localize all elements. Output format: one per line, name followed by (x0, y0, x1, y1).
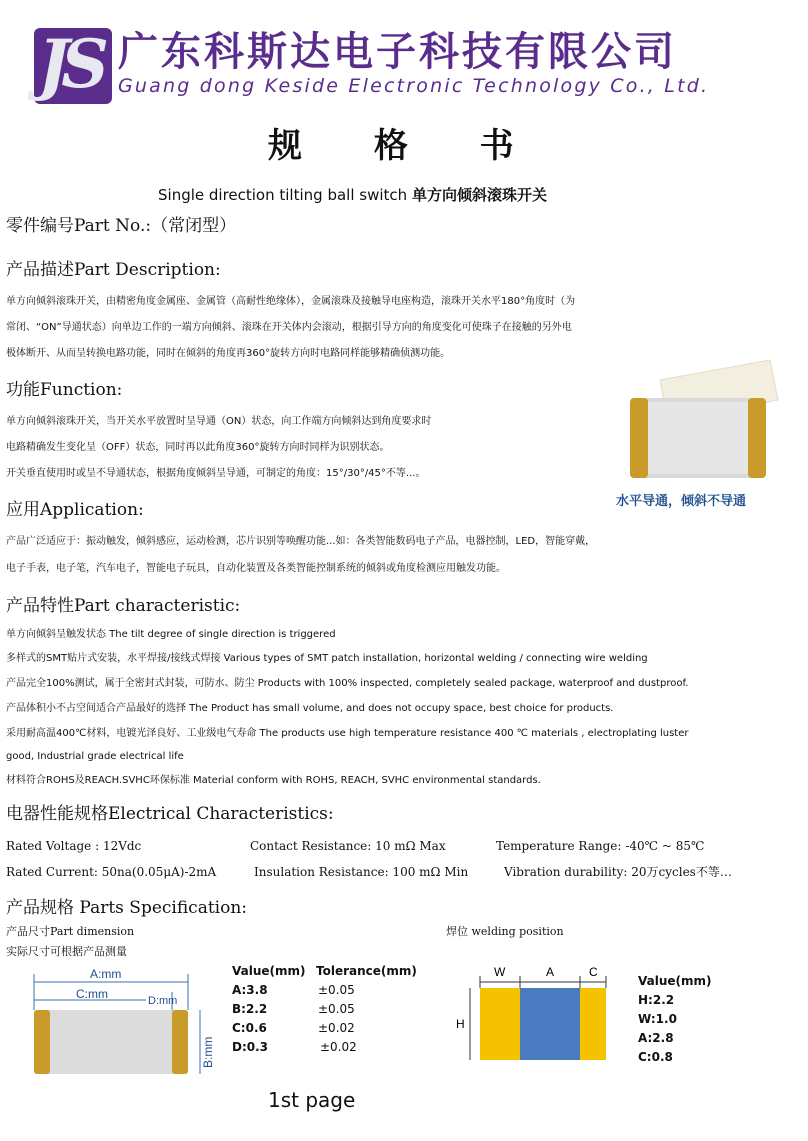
weld-label-h: H (456, 1017, 465, 1031)
dimension-label: 产品尺寸Part dimension (6, 925, 135, 938)
application-line: 产品广泛适应于：振动触发，倾斜感应，运动检测，芯片识别等唤醒功能...如：各类智能数码电子产品，电器控制，LED，智能穿戴， (6, 536, 596, 547)
application-line: 电子手表，电子笔，汽车电子，智能电子玩具，自动化装置及各类智能控制系统的倾斜或角度检测应用触发功能。 (6, 563, 506, 574)
rated-voltage: Rated Voltage : 12Vdc (6, 839, 142, 853)
function-line: 单方向倾斜滚珠开关，当开关水平放置时呈导通（ON）状态，向工作端方向倾斜达到角度要求时 (6, 416, 432, 427)
tolerance-c: ±0.02 (318, 1021, 355, 1035)
characteristic-line: 多样式的SMT贴片式安装，水平焊接/接线式焊接 Various types of SMT patch installation, horizontal welding / connecting wire welding (6, 653, 648, 664)
subtitle (158, 184, 547, 206)
spec-heading: 产品规格 Parts Specification: (6, 898, 248, 918)
logo-text: JS (38, 25, 101, 103)
characteristic-line: good, Industrial grade electrical life (6, 751, 184, 762)
characteristic-line: 材料符合ROHS及REACH.SVHC环保标准 Material conform with ROHS, REACH, SVHC environmental standards. (6, 775, 541, 786)
characteristic-line: 产品体积小不占空间适合产品最好的选择 The Product has small volume, and does not occupy space, best choice for products. (6, 703, 614, 714)
value-table (232, 962, 432, 1057)
welding-diagram (450, 962, 620, 1068)
temperature-range: Temperature Range: -40℃ ~ 85℃ (496, 839, 705, 853)
weld-value-header: Value(mm) (638, 974, 712, 988)
description-heading: 产品描述Part Description: (6, 260, 221, 280)
function-line: 电路精确发生变化呈（OFF）状态，同时再以此角度360°旋转方向时同样为识别状态。 (6, 442, 390, 453)
electrical-heading: 电器性能规格Electrical Characteristics: (6, 804, 334, 824)
tolerance-d: ±0.02 (320, 1040, 357, 1054)
tolerance-header: Tolerance(mm) (316, 964, 417, 978)
part-number: 零件编号Part No.:（常闭型） (6, 216, 237, 236)
dim-label-b: B:mm (201, 1036, 215, 1068)
tolerance-a: ±0.05 (318, 983, 355, 997)
weld-value-a: A:2.8 (638, 1031, 674, 1045)
dimension-drawing (28, 960, 218, 1080)
weld-value-w: W:1.0 (638, 1012, 677, 1026)
company-name-en: Guang dong Keside Electronic Technology Co., Ltd. (118, 75, 710, 97)
vibration-durability: Vibration durability: 20万cycles不等… (504, 865, 732, 879)
dim-label-a: A:mm (90, 967, 122, 981)
tolerance-b: ±0.05 (318, 1002, 355, 1016)
insulation-resistance: Insulation Resistance: 100 mΩ Min (254, 865, 469, 879)
weld-value-table (638, 972, 712, 1067)
description-line: 单方向倾斜滚珠开关，由精密角度金属座、金属管（高耐性绝缘体），金属滚珠及接触导电座构造，滚珠开关水平180°角度时（为 (6, 296, 576, 307)
dim-label-d: D:mm (148, 995, 178, 1007)
weld-label-w: W (494, 965, 506, 979)
rated-current: Rated Current: 50na(0.05μA)-2mA (6, 865, 217, 879)
welding-label: 焊位 welding position (446, 925, 564, 938)
image-caption: 水平导通，倾斜不导通 (616, 494, 747, 509)
dimension-note: 实际尺寸可根据产品测量 (6, 945, 127, 958)
application-heading: 应用Application: (6, 500, 144, 520)
contact-resistance: Contact Resistance: 10 mΩ Max (250, 839, 446, 853)
subtitle-en: Single direction tilting ball switch (158, 186, 408, 204)
weld-label-c: C (589, 965, 598, 979)
subtitle-cn: 单方向倾斜滚珠开关 (411, 186, 547, 204)
characteristic-line: 产品完全100%测试，属于全密封式封装，可防水、防尘 Products with 100% inspected, completely sealed package, waterproof and dustproof. (6, 678, 689, 689)
weld-label-a: A (546, 965, 555, 979)
switch-product-image (620, 360, 780, 485)
value-a: A:3.8 (232, 983, 268, 997)
function-heading: 功能Function: (6, 380, 123, 400)
document-title: 规 格 书 (268, 126, 544, 166)
weld-value-h: H:2.2 (638, 993, 675, 1007)
characteristic-line: 单方向倾斜呈触发状态 The tilt degree of single direction is triggered (6, 629, 336, 640)
function-line: 开关垂直使用时或呈不导通状态，根据角度倾斜呈导通，可制定的角度：15°/30°/45°不等...。 (6, 468, 426, 479)
description-line: 常闭、“ON”导通状态）向单边工作的一端方向倾斜、滚珠在开关体内会滚动，根据引导方向的角度变化可使珠子在接触的另外电 (6, 322, 572, 333)
dim-label-c: C:mm (76, 987, 108, 1001)
page-label: 1st page (268, 1088, 356, 1112)
value-d: D:0.3 (232, 1040, 269, 1054)
value-c: C:0.6 (232, 1021, 267, 1035)
company-name-cn: 广东科斯达电子科技有限公司 (118, 29, 677, 75)
characteristic-heading: 产品特性Part characteristic: (6, 596, 241, 616)
description-line: 极体断开、从而呈转换电路功能，同时在倾斜的角度再360°旋转方向时电路同样能够精确侦测功能。 (6, 348, 451, 359)
characteristic-line: 采用耐高温400℃材料，电镀光泽良好、工业级电气寿命 The products use high temperature resistance 400 ℃ materials , electroplating luster (6, 728, 689, 739)
weld-value-c: C:0.8 (638, 1050, 673, 1064)
value-header: Value(mm) (232, 964, 306, 978)
value-b: B:2.2 (232, 1002, 268, 1016)
